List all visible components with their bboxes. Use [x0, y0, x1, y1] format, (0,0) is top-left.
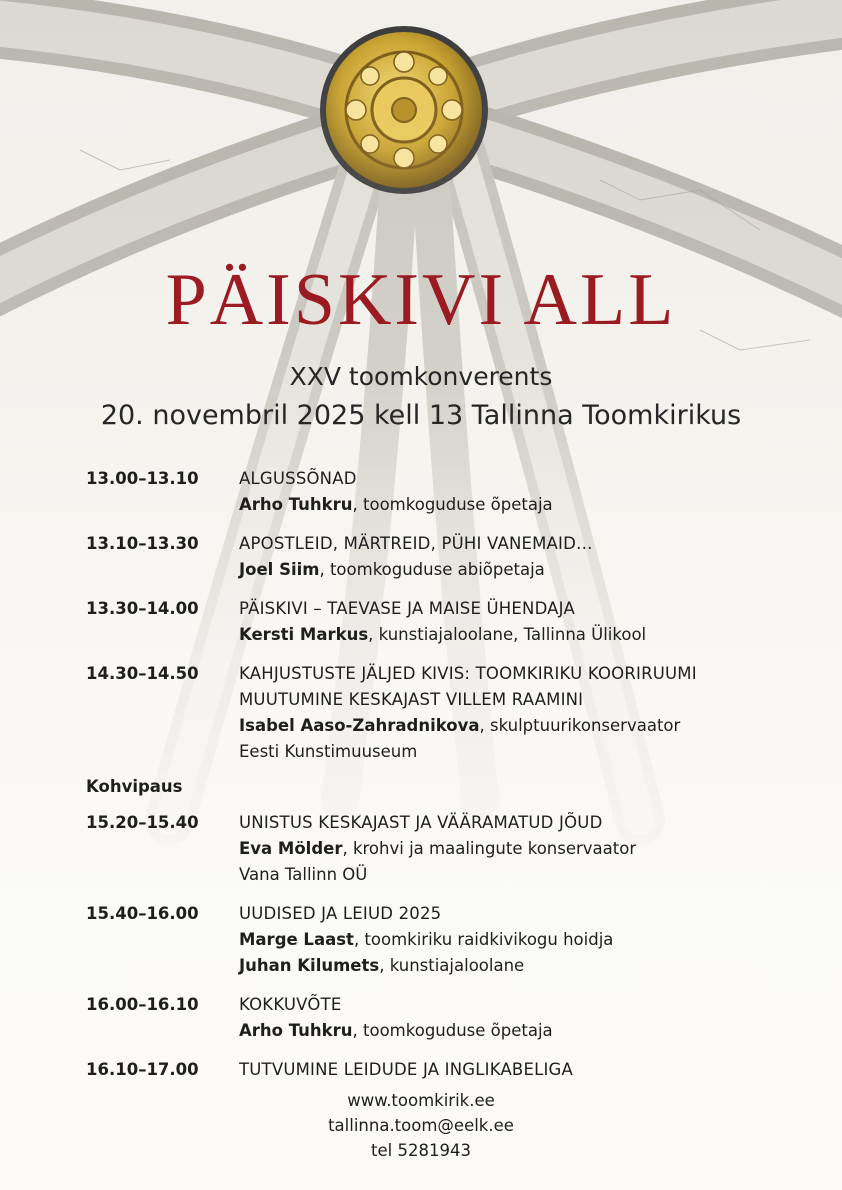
program-time: 15.40–16.00 — [86, 904, 199, 923]
program-time: 16.10–17.00 — [86, 1060, 199, 1079]
date-location-line: 20. novembril 2025 kell 13 Tallinna Toomkirikus — [100, 400, 742, 431]
program-time: 13.00–13.10 — [86, 469, 199, 488]
speaker-role: , toomkoguduse õpetaja — [352, 495, 553, 514]
program-topic: PÄISKIVI – TAEVASE JA MAISE ÜHENDAJA — [239, 599, 575, 618]
program-topic: TUTVUMINE LEIDUDE JA INGLIKABELIGA — [239, 1060, 574, 1079]
program-time: 13.10–13.30 — [86, 534, 199, 553]
program-topic: UNISTUS KESKAJAST JA VÄÄRAMATUD JÕUD — [239, 813, 603, 832]
program-item — [86, 661, 806, 765]
speaker-role: , kunstiajaloolane, Tallinna Ülikool — [368, 625, 647, 644]
conference-subtitle: XXV toomkonverents — [289, 362, 553, 391]
program-topic: APOSTLEID, MÄRTREID, PÜHI VANEMAID… — [239, 534, 593, 553]
speaker-name: Arho Tuhkru — [239, 495, 353, 514]
program-item — [86, 596, 806, 648]
program-item — [86, 1057, 806, 1083]
speaker-line — [239, 492, 553, 518]
program-time: 15.20–15.40 — [86, 813, 199, 832]
speaker-line — [239, 557, 593, 583]
speaker-line — [239, 836, 636, 862]
program-topic: ALGUSSÕNAD — [239, 469, 357, 488]
program-topic: KOKKUVÕTE — [239, 995, 342, 1014]
email-link[interactable]: tallinna.toom@eelk.ee — [328, 1116, 514, 1135]
speaker-name: Juhan Kilumets — [239, 956, 380, 975]
speaker-line — [239, 622, 646, 648]
speaker-line — [239, 1018, 553, 1044]
program-schedule — [86, 466, 806, 1096]
program-topic-continued: MUUTUMINE KESKAJAST VILLEM RAAMINI — [239, 690, 584, 709]
speaker-line — [239, 953, 613, 979]
speaker-role: , toomkoguduse abiõpetaja — [319, 560, 545, 579]
speaker-affiliation: Eesti Kunstimuuseum — [239, 742, 418, 761]
program-item — [86, 901, 806, 979]
program-time: 16.00–16.10 — [86, 995, 199, 1014]
speaker-name: Eva Mölder — [239, 839, 343, 858]
coffee-break: Kohvipaus — [86, 777, 183, 796]
speaker-name: Kersti Markus — [239, 625, 369, 644]
website-link[interactable]: www.toomkirik.ee — [347, 1091, 495, 1110]
speaker-role: , toomkiriku raidkivikogu hoidja — [353, 930, 614, 949]
program-item — [86, 466, 806, 518]
poster-title: PÄISKIVI ALL — [165, 259, 677, 341]
speaker-name: Arho Tuhkru — [239, 1021, 353, 1040]
program-item — [86, 992, 806, 1044]
speaker-role: , krohvi ja maalingute konservaator — [342, 839, 637, 858]
program-topic: UUDISED JA LEIUD 2025 — [239, 904, 442, 923]
phone-number: tel 5281943 — [371, 1141, 471, 1160]
speaker-role: , toomkoguduse õpetaja — [352, 1021, 553, 1040]
speaker-name: Joel Siim — [239, 560, 320, 579]
speaker-line — [239, 927, 613, 953]
speaker-name: Isabel Aaso-Zahradnikova — [239, 716, 480, 735]
program-time: 14.30–14.50 — [86, 664, 199, 683]
speaker-role: , kunstiajaloolane — [379, 956, 525, 975]
program-time: 13.30–14.00 — [86, 599, 199, 618]
speaker-line — [239, 713, 697, 739]
program-topic: KAHJUSTUSTE JÄLJED KIVIS: TOOMKIRIKU KOORIRUUMI — [239, 664, 697, 683]
speaker-affiliation: Vana Tallinn OÜ — [239, 865, 368, 884]
contact-block — [0, 1088, 842, 1163]
speaker-name: Marge Laast — [239, 930, 354, 949]
speaker-role: , skulptuurikonservaator — [479, 716, 681, 735]
program-item — [86, 810, 806, 888]
program-item — [86, 531, 806, 583]
